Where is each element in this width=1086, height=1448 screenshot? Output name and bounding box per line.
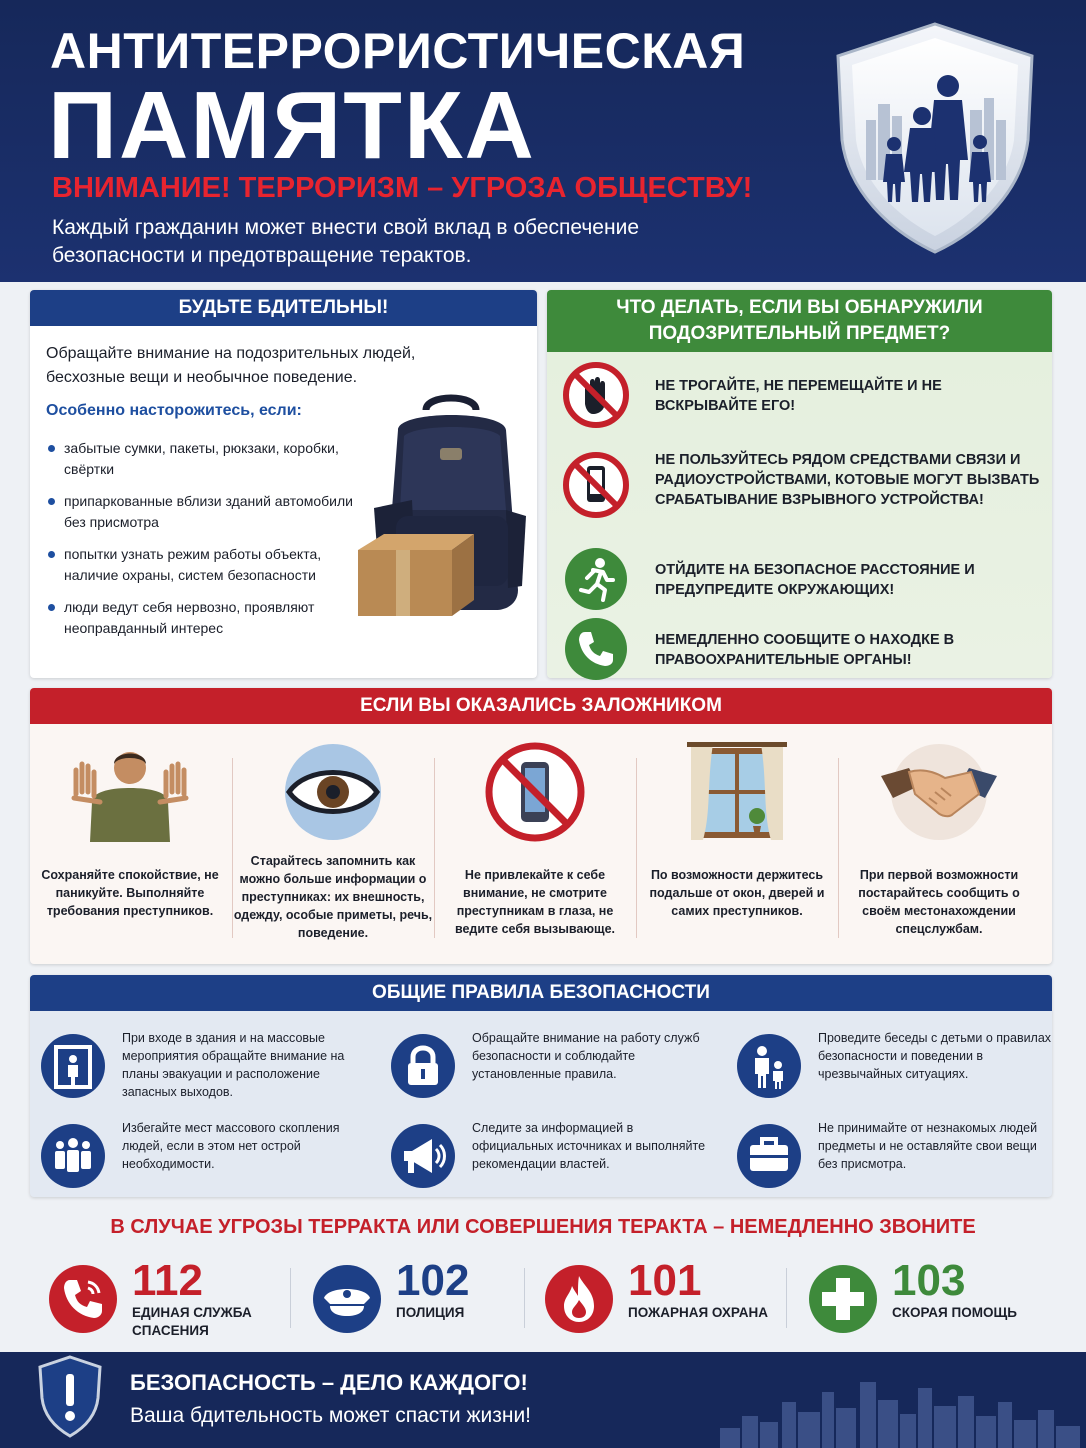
rule-item xyxy=(30,1029,370,1109)
rule-text: Следите за информацией в официальных источниках и выполняйте рекомендации властей. xyxy=(472,1121,706,1171)
list-item: люди ведут себя нервозно, проявляют неоправданный интерес xyxy=(46,597,376,639)
hostage-tip-text: По возможности держитесь подальше от окон, дверей и самих преступников. xyxy=(649,868,825,918)
fire-icon xyxy=(544,1264,614,1334)
parent-child-icon xyxy=(736,1033,802,1099)
phone-label-line: ПОЖАРНАЯ ОХРАНА xyxy=(628,1305,768,1320)
suspicious-title: ЧТО ДЕЛАТЬ, ЕСЛИ ВЫ ОБНАРУЖИЛИ ПОДОЗРИТЕЛЬНЫЙ ПРЕДМЕТ? xyxy=(547,290,1052,352)
phone-label xyxy=(132,1304,252,1340)
medical-cross-icon xyxy=(808,1264,878,1334)
crowd-icon xyxy=(40,1123,106,1189)
list-item: забытые сумки, пакеты, рюкзаки, коробки, свёртки xyxy=(46,438,376,480)
hostage-tip xyxy=(637,736,837,956)
hostage-tip xyxy=(233,736,433,956)
phone-label xyxy=(892,1304,1017,1322)
divider xyxy=(786,1268,787,1328)
phone-label xyxy=(628,1304,768,1322)
vigilant-panel xyxy=(30,290,537,678)
subtitle: Каждый гражданин может внести свой вклад в обеспечение безопасности и предотвращение терактов. xyxy=(52,216,639,267)
no-touch-icon xyxy=(563,362,629,428)
running-man-icon xyxy=(563,546,629,612)
phone-label-line: ПОЛИЦИЯ xyxy=(396,1305,465,1320)
phone-label-line: СКОРАЯ ПОМОЩЬ xyxy=(892,1305,1017,1320)
vigilant-list xyxy=(46,438,376,650)
list-item: припаркованные вблизи зданий автомобили без присмотра xyxy=(46,491,376,533)
phone-number: 112 xyxy=(132,1256,203,1305)
city-skyline-illustration xyxy=(710,1372,1086,1448)
divider xyxy=(290,1268,291,1328)
hostage-tip-text: Сохраняйте спокойствие, не паникуйте. Выполняйте требования преступников. xyxy=(41,868,219,918)
footer xyxy=(0,1352,1086,1448)
backpack-box-illustration xyxy=(356,390,536,620)
phone-call-icon xyxy=(48,1264,118,1334)
metal-detector-icon xyxy=(40,1033,106,1099)
man-hands-up-icon xyxy=(70,742,190,842)
no-phone-icon xyxy=(475,742,595,842)
vigilant-title: БУДЬТЕ БДИТЕЛЬНЫ! xyxy=(30,290,537,326)
suspicious-step-text: ОТЙДИТЕ НА БЕЗОПАСНОЕ РАССТОЯНИЕ И ПРЕДУПРЕДИТЕ ОКРУЖАЮЩИХ! xyxy=(655,562,975,598)
phone-label xyxy=(396,1304,464,1322)
warning-text: ВНИМАНИЕ! ТЕРРОРИЗМ – УГРОЗА ОБЩЕСТВУ! xyxy=(52,172,753,204)
rule-text: Проведите беседы с детьми о правилах безопасности и поведении в чрезвычайных ситуациях. xyxy=(818,1031,1052,1081)
suspicious-step xyxy=(547,546,1052,612)
hostage-tip xyxy=(435,736,635,956)
megaphone-icon xyxy=(390,1123,456,1189)
hostage-tip-text: Старайтесь запомнить как можно больше информации о преступниках: их внешность, одежду, особые приметы, речь, поведение. xyxy=(233,854,433,940)
shield-exclamation-icon xyxy=(36,1354,104,1440)
rules-title: ОБЩИЕ ПРАВИЛА БЕЗОПАСНОСТИ xyxy=(30,975,1052,1011)
rule-text: Не принимайте от незнакомых людей предметы и не оставляйте свои вещи без присмотра. xyxy=(818,1121,1038,1171)
suspicious-panel xyxy=(547,290,1052,678)
list-item: попытки узнать режим работы объекта, наличие охраны, систем безопасности xyxy=(46,544,376,586)
footer-subslogan: Ваша бдительность может спасти жизни! xyxy=(130,1404,532,1427)
phone-label-line: СПАСЕНИЯ xyxy=(132,1323,209,1338)
emergency-title: В СЛУЧАЕ УГРОЗЫ ТЕРРАКТА ИЛИ СОВЕРШЕНИЯ ТЕРАКТА – НЕМЕДЛЕННО ЗВОНИТЕ xyxy=(110,1216,976,1238)
suspicious-step-text: НЕ ПОЛЬЗУЙТЕСЬ РЯДОМ СРЕДСТВАМИ СВЯЗИ И РАДИОУСТРОЙСТВАМИ, КОТОВЫЕ МОГУТ ВЫЗВАТЬ СРАБАТЫВАНИЕ ВЗРЫВНОГО УСТРОЙСТВА! xyxy=(655,452,1040,508)
rule-text: При входе в здания и на массовые мероприятия обращайте внимание на планы эвакуации и расположение запасных выходов. xyxy=(122,1031,345,1099)
rule-item xyxy=(30,1119,370,1199)
rules-panel xyxy=(30,975,1052,1197)
rule-item xyxy=(726,1029,1066,1109)
rule-text: Обращайте внимание на работу служб безопасности и соблюдайте установленные правила. xyxy=(472,1031,700,1081)
vigilant-alert: Особенно насторожитесь, если: xyxy=(46,402,302,419)
title-line2: ПАМЯТКА xyxy=(48,72,536,179)
hostage-panel xyxy=(30,688,1052,964)
phone-number: 101 xyxy=(628,1256,702,1305)
hostage-title: ЕСЛИ ВЫ ОКАЗАЛИСЬ ЗАЛОЖНИКОМ xyxy=(30,688,1052,724)
suspicious-step xyxy=(547,362,1052,428)
vigilant-intro: Обращайте внимание на подозрительных людей, бесхозные вещи и необычное поведение. xyxy=(46,345,416,386)
hostage-tip xyxy=(839,736,1039,956)
phone-label-line: ЕДИНАЯ СЛУЖБА xyxy=(132,1305,252,1320)
shield-family-icon xyxy=(832,20,1038,256)
rule-text: Избегайте мест массового скопления людей, если в этом нет острой необходимости. xyxy=(122,1121,340,1171)
divider xyxy=(524,1268,525,1328)
footer-slogan: БЕЗОПАСНОСТЬ – ДЕЛО КАЖДОГО! xyxy=(130,1370,528,1395)
rule-item xyxy=(380,1029,720,1109)
suspicious-step xyxy=(547,450,1052,530)
rule-item xyxy=(380,1119,720,1199)
lock-icon xyxy=(390,1033,456,1099)
title-line1: АНТИТЕРРОРИСТИЧЕСКАЯ xyxy=(50,23,746,79)
suspicious-step xyxy=(547,616,1052,682)
window-icon xyxy=(677,742,797,842)
hostage-tip-text: При первой возможности постарайтесь сообщить о своём местонахождении спецслужбам. xyxy=(858,868,1020,936)
phone-number: 102 xyxy=(396,1256,470,1305)
handshake-icon xyxy=(879,742,999,842)
hostage-tip xyxy=(30,736,230,956)
suspicious-step-text: НЕ ТРОГАЙТЕ, НЕ ПЕРЕМЕЩАЙТЕ И НЕ ВСКРЫВАЙТЕ ЕГО! xyxy=(655,378,942,414)
eye-icon xyxy=(273,742,393,842)
suspicious-step-text: НЕМЕДЛЕННО СООБЩИТЕ О НАХОДКЕ В ПРАВООХРАНИТЕЛЬНЫЕ ОРГАНЫ! xyxy=(655,632,955,668)
no-phone-icon xyxy=(563,452,629,518)
police-cap-icon xyxy=(312,1264,382,1334)
header xyxy=(0,0,1086,282)
phone-number: 103 xyxy=(892,1256,966,1305)
phone-call-icon xyxy=(563,616,629,682)
hostage-tip-text: Не привлекайте к себе внимание, не смотрите преступникам в глаза, не ведите себя вызывающе. xyxy=(454,868,616,936)
suitcase-icon xyxy=(736,1123,802,1189)
rule-item xyxy=(726,1119,1066,1199)
